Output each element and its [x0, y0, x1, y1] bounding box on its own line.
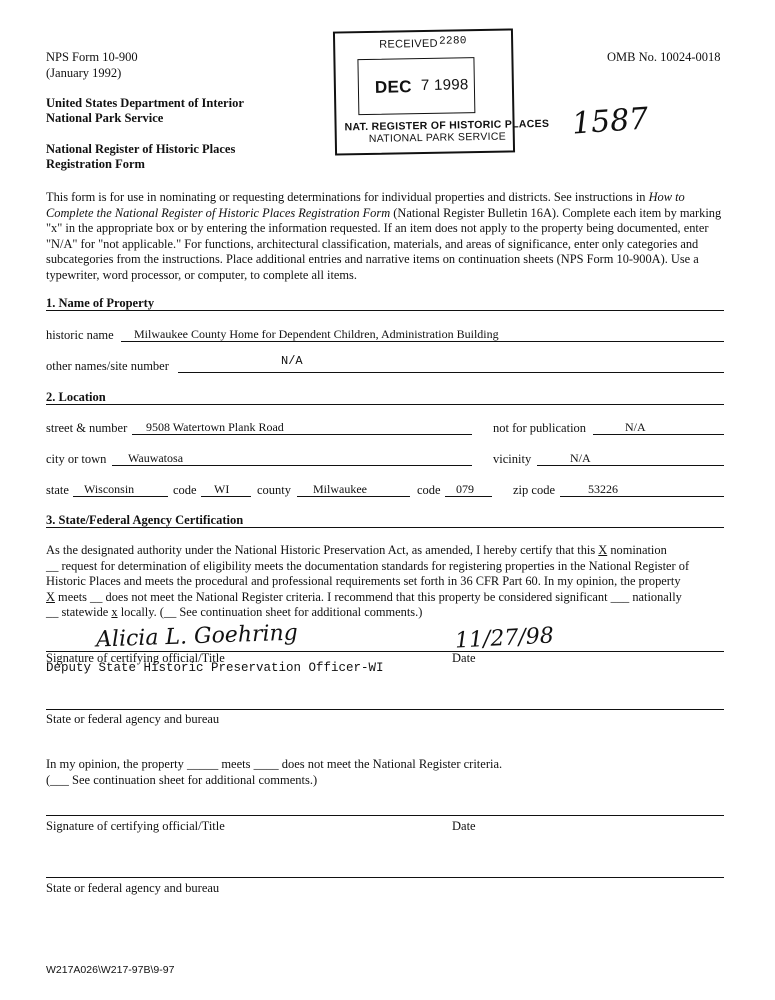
- other-names-label: other names/site number: [46, 359, 169, 373]
- handwritten-signature: Alicia L. Goehring: [95, 620, 299, 653]
- signer-title[interactable]: Deputy State Historic Preservation Officer-WI: [46, 661, 384, 675]
- form-number: NPS Form 10-900: [46, 50, 138, 64]
- agency-label: State or federal agency and bureau: [46, 712, 220, 726]
- omb-number: OMB No. 10024-0018: [607, 50, 721, 64]
- opinion-line-2: (___ See continuation sheet for additional comments.): [46, 773, 318, 787]
- not-for-publication-line: [593, 434, 724, 435]
- stamp-month: DEC: [374, 77, 412, 97]
- section-1-rule: [46, 310, 724, 311]
- register-name: National Register of Historic Places: [46, 142, 236, 156]
- street-label: street & number: [46, 421, 128, 435]
- signature-2-label: Signature of certifying official/Title: [46, 819, 225, 833]
- state-label: state: [46, 483, 69, 497]
- certification-text: As the designated authority under the National Historic Preservation Act, as amended, I hereby certify that this X nomination __ request for determination of eligibility meets the documentation standards for registering properties in the National Register of Historic Places and meets the procedural and professional requirements set forth in 36 CFR Part 60. In my opinion, the property X meets __ does not meet the National Register criteria. I recommend that this property be considered significant ___ nationally __ statewide x locally. (__ See continuation sheet for additional comments.): [46, 543, 690, 620]
- intro-italic-title: How to Complete the National Register of Historic Places Registration Form: [46, 190, 685, 220]
- city-label: city or town: [46, 452, 107, 466]
- stamp-org-line2: NATIONAL PARK SERVICE: [368, 130, 507, 145]
- county-code-value[interactable]: 079: [456, 482, 474, 496]
- agency-2-label: State or federal agency and bureau: [46, 881, 220, 895]
- state-value[interactable]: Wisconsin: [84, 482, 135, 496]
- vicinity-label: vicinity: [493, 452, 532, 466]
- other-names-line: [178, 372, 724, 373]
- stamp-day-year: 7 1998: [420, 76, 469, 95]
- code-value[interactable]: WI: [214, 482, 230, 496]
- county-code-label: code: [417, 483, 441, 497]
- footer-code: W217A026\W217-97B\9-97: [46, 964, 175, 976]
- historic-name-label: historic name: [46, 328, 114, 342]
- section-3-heading: 3. State/Federal Agency Certification: [46, 513, 244, 527]
- received-stamp: [333, 28, 550, 155]
- city-value[interactable]: Wauwatosa: [128, 451, 184, 465]
- section-2-heading: 2. Location: [46, 390, 106, 404]
- signature-2-line: [46, 815, 724, 816]
- agency-2-line: [46, 877, 724, 878]
- form-title: Registration Form: [46, 157, 145, 171]
- vicinity-line: [537, 465, 724, 466]
- county-value[interactable]: Milwaukee: [313, 482, 367, 496]
- nomination-check[interactable]: X: [598, 543, 608, 557]
- stamp-received: RECEIVED: [379, 37, 438, 51]
- locally-check[interactable]: x: [111, 605, 118, 620]
- stamp-received-number: 2280: [439, 35, 467, 48]
- department-name: United States Department of Interior: [46, 96, 244, 110]
- zip-label: zip code: [513, 483, 555, 497]
- historic-name-value[interactable]: Milwaukee County Home for Dependent Children, Administration Building: [134, 327, 499, 341]
- section-1-heading: 1. Name of Property: [46, 296, 155, 310]
- county-label: county: [257, 483, 292, 497]
- signature-label: Signature of certifying official/Title: [46, 651, 225, 665]
- zip-value[interactable]: 53226: [588, 482, 618, 496]
- service-name: National Park Service: [46, 111, 164, 125]
- not-for-publication-label: not for publication: [493, 421, 587, 435]
- not-for-publication-value[interactable]: N/A: [625, 420, 646, 434]
- section-2-rule: [46, 404, 724, 405]
- vicinity-value[interactable]: N/A: [570, 451, 591, 465]
- date-label: Date: [452, 651, 476, 665]
- code-label: code: [173, 483, 197, 497]
- handwritten-number: 1587: [570, 101, 650, 142]
- stamp-org-line1: NAT. REGISTER OF HISTORIC PLACES: [344, 117, 550, 134]
- other-names-value[interactable]: N/A: [281, 354, 303, 368]
- section-3-rule: [46, 527, 724, 528]
- zip-line: [560, 496, 724, 497]
- street-value[interactable]: 9508 Watertown Plank Road: [146, 420, 284, 434]
- opinion-line-1: In my opinion, the property _____ meets ____ does not meet the National Register criteria.: [46, 757, 503, 771]
- handwritten-date: 11/27/98: [454, 623, 555, 654]
- form-date: (January 1992): [46, 66, 122, 80]
- intro-paragraph: This form is for use in nominating or requesting determinations for individual properties and districts. See instructions in How to Complete the National Register of Historic Places Registration Form (National Register Bulletin 16A). Complete each item by marking "x" in the appropriate box or by entering the information requested. If an item does not apply to the property being documented, enter "N/A" for "not applicable." For functions, architectural classification, materials, and areas of significance, enter only categories and subcategories from the instructions. Place additional entries and narrative items on continuation sheets (NPS Form 10-900A). Use a typewriter, word processor, or computer, to complete all items.: [46, 190, 722, 282]
- date-2-label: Date: [452, 819, 476, 833]
- stamp-date-box: [357, 57, 475, 115]
- meets-check[interactable]: X: [46, 589, 55, 604]
- agency-line: [46, 709, 724, 710]
